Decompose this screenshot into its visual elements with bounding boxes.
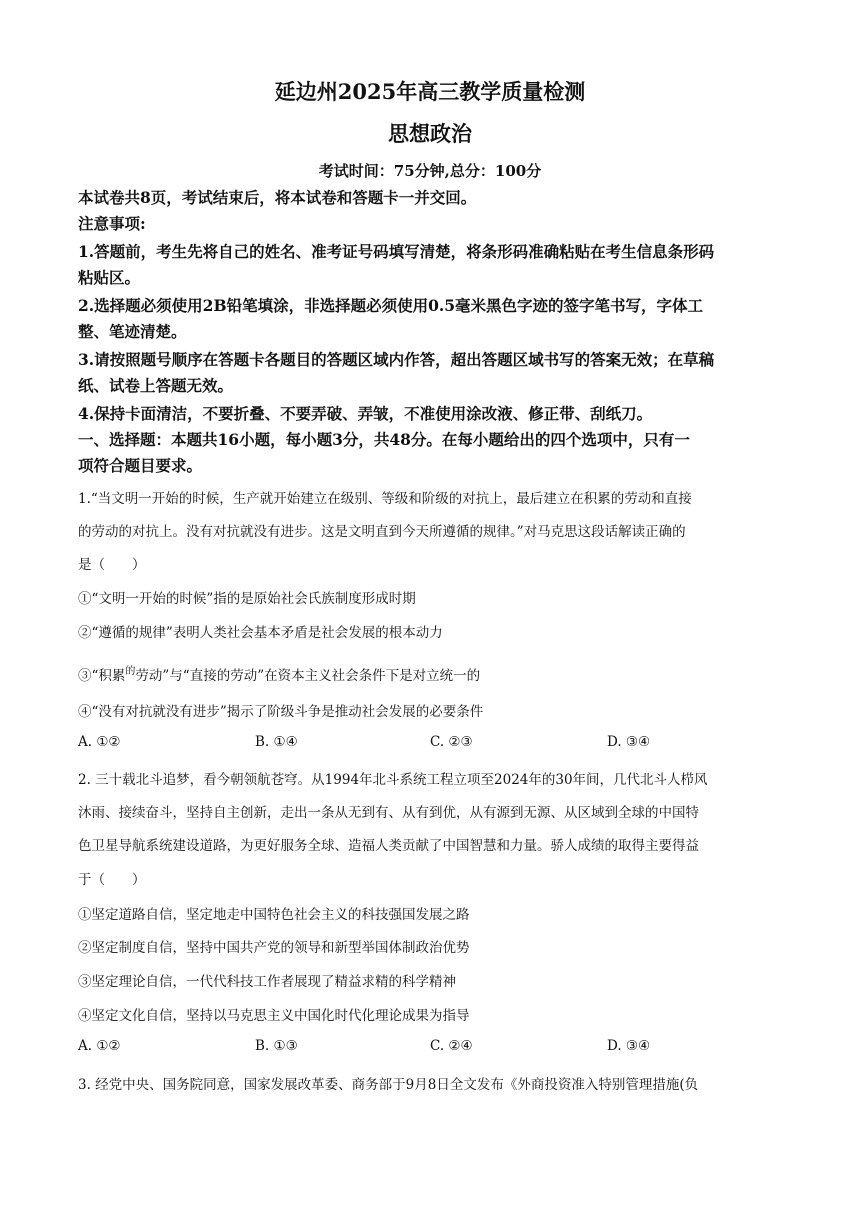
question-1-statement-1: ①“文明一开始的时候”指的是原始社会氏族制度形成时期 — [78, 591, 416, 607]
exam-info: 考试时间：75分钟,总分：100分 — [318, 162, 542, 180]
question-2-stem-line-2: 沐雨、接续奋斗，坚持自主创新，走出一条从无到有、从有到优，从有源到无源、从区域到全球的中国特 — [78, 805, 699, 821]
question-1-statement-4: ④“没有对抗就没有进步”揭示了阶级斗争是推动社会发展的必要条件 — [78, 704, 484, 720]
section-1-heading-line-1: 一、选择题：本题共16小题，每小题3分，共48分。在每小题给出的四个选项中，只有一 — [78, 430, 690, 449]
notice-item-2-line-2: 整、笔迹清楚。 — [78, 322, 187, 341]
question-1-stem-line-2: 的劳动的对抗上。没有对抗就没有进步。这是文明直到今天所遵循的规律。”对马克思这段话解读正确的 — [78, 524, 686, 540]
question-2-statement-2: ②坚定制度自信，坚持中国共产党的领导和新型举国体制政治优势 — [78, 940, 470, 956]
statement-3-text-start: ③“积累 — [78, 668, 126, 684]
subject-title: 思想政治 — [388, 121, 472, 146]
exam-title: 延边州2025年高三教学质量检测 — [274, 79, 586, 104]
notice-item-1-line-1: 1.答题前，考生先将自己的姓名、准考证号码填写清楚，将条形码准确粘贴在考生信息条形码 — [78, 242, 715, 261]
notice-heading: 注意事项: — [78, 214, 146, 233]
notice-item-3-line-2: 纸、试卷上答题无效。 — [78, 376, 234, 395]
question-2-option-d: D. ③④ — [607, 1038, 651, 1054]
question-2-statement-3: ③坚定理论自信，一代代科技工作者展现了精益求精的科学精神 — [78, 974, 456, 990]
intro-text: 本试卷共8页，考试结束后，将本试卷和答题卡一并交回。 — [78, 188, 477, 207]
question-1-stem-line-3: 是（ ） — [78, 557, 146, 573]
question-1-statement-2: ②“遵循的规律”表明人类社会基本矛盾是社会发展的根本动力 — [78, 625, 443, 641]
question-1-option-b: B. ①④ — [255, 734, 298, 750]
statement-3-text-end: 劳动”与“直接的劳动”在资本主义社会条件下是对立统一的 — [135, 668, 481, 684]
notice-item-4: 4.保持卡面清洁，不要折叠、不要弄破、弄皱，不准使用涂改液、修正带、刮纸刀。 — [78, 404, 653, 423]
question-1-statement-3 — [78, 662, 788, 684]
question-3-stem-line-1: 3. 经党中央、国务院同意，国家发展改革委、商务部于9月8日全文发布《外商投资准入特别管理措施(负 — [78, 1077, 699, 1093]
question-2-option-b: B. ①③ — [255, 1038, 298, 1054]
question-2-stem-line-3: 色卫星导航系统建设道路，为更好服务全球、造福人类贡献了中国智慧和力量。骄人成绩的取得主要得益 — [78, 838, 699, 854]
notice-item-2-line-1: 2.选择题必须使用2B铅笔填涂，非选择题必须使用0.5毫米黑色字迹的签字笔书写，字体工 — [78, 296, 704, 315]
question-1-option-d: D. ③④ — [607, 734, 651, 750]
question-2-statement-1: ①坚定道路自信，坚定地走中国特色社会主义的科技强国发展之路 — [78, 907, 470, 923]
question-1-option-a: A. ①② — [78, 734, 121, 750]
question-2-stem-line-4: 于（ ） — [78, 872, 146, 888]
question-2-option-c: C. ②④ — [430, 1038, 473, 1054]
section-1-heading-line-2: 项符合题目要求。 — [78, 456, 203, 475]
question-1-options — [78, 734, 788, 754]
question-2-option-a: A. ①② — [78, 1038, 121, 1054]
question-1-stem-line-1: 1.“当文明一开始的时候，生产就开始建立在级别、等级和阶级的对抗上，最后建立在积累的劳动和直接 — [78, 491, 692, 507]
notice-item-3-line-1: 3.请按照题号顺序在答题卡各题目的答题区域内作答，超出答题区域书写的答案无效；在草稿 — [78, 350, 715, 369]
notice-item-1-line-2: 粘贴区。 — [78, 268, 141, 287]
question-2-statement-4: ④坚定文化自信，坚持以马克思主义中国化时代化理论成果为指导 — [78, 1008, 470, 1024]
question-2-options — [78, 1038, 788, 1058]
question-2-stem-line-1: 2. 三十载北斗追梦，看今朝领航苍穹。从1994年北斗系统工程立项至2024年的30年间，几代北斗人栉风 — [78, 772, 708, 788]
question-1-option-c: C. ②③ — [430, 734, 473, 750]
statement-3-superscript: 的 — [125, 666, 136, 677]
